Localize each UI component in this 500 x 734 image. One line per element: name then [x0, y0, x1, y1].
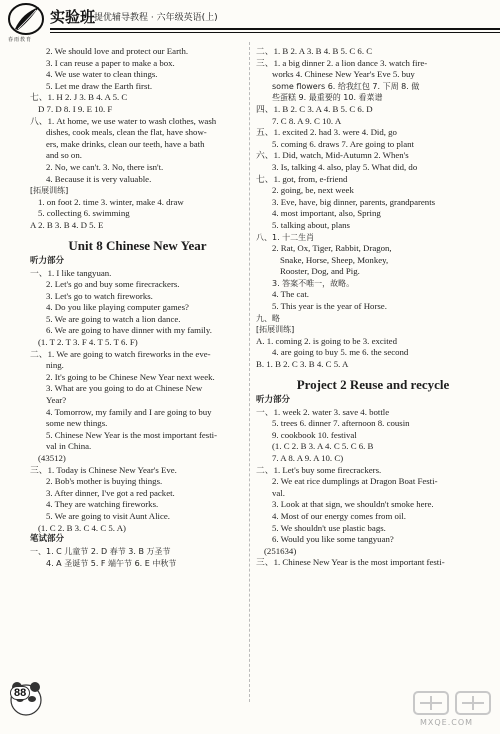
answer-line: 3. 答案不唯一，故略。 — [272, 278, 355, 288]
right-column — [256, 46, 490, 569]
answer-line: (1. C 2. B 3. C 4. C 5. A) — [38, 522, 126, 533]
answer-line: 一、1. week 2. water 3. save 4. bottle — [256, 406, 390, 417]
answer-line: 2. going, be, next week — [272, 185, 354, 196]
answer-line: 些蛋糕 9. 最重要的 10. 看菜谱 — [272, 93, 383, 103]
answer-line: Rooster, Dog, and Pig. — [280, 266, 360, 277]
brand-subtitle: 春雨教育 — [8, 37, 33, 43]
answer-line: 5. Chinese New Year is the most important festi- — [46, 429, 218, 440]
answer-line: 5. coming 6. draws 7. Are going to plant — [272, 138, 414, 149]
answer-line: 3. What are you going to do at Chinese New — [46, 383, 203, 394]
answers-unit7-end — [30, 46, 245, 232]
answer-line: 3. Eve, have, big dinner, parents, grandparents — [272, 196, 436, 207]
answer-line: 2. Rat, Ox, Tiger, Rabbit, Dragon, — [272, 243, 392, 254]
answer-line: 2. We should love and protect our Earth. — [46, 46, 189, 56]
answer-line: 六、1. Did, watch, Mid-Autumn 2. When's — [256, 150, 409, 161]
answer-line: and so on. — [46, 150, 82, 161]
answer-line: 三、1. a big dinner 2. a lion dance 3. watch fire- — [256, 57, 428, 68]
answer-line: (1. C 2. B 3. A 4. C 5. C 6. B — [272, 441, 374, 452]
page-number: 88 — [10, 686, 30, 700]
answer-line: 2. Bob's mother is buying things. — [46, 476, 163, 487]
answer-line: 2. No, we can't. 3. No, there isn't. — [46, 161, 164, 172]
answer-line: ers, make drinks, clean our teeth, have a bath — [46, 138, 205, 149]
answer-line: 4. A 圣诞节 5. F 端午节 6. E 中秋节 — [46, 558, 177, 568]
answer-line: 二、1. B 2. A 3. B 4. B 5. C 6. C — [256, 46, 373, 56]
watermark-text: MXQE.COM — [420, 718, 474, 727]
project2-title: Project 2 Reuse and recycle — [296, 376, 450, 392]
answer-line: dishes, cook meals, clean the flat, have show- — [46, 127, 207, 138]
answer-line: A. 1. coming 2. is going to be 3. excited — [256, 335, 397, 346]
unit8-title: Unit 8 Chinese New Year — [68, 237, 207, 253]
answer-line: 三、1. Chinese New Year is the most important festi- — [256, 557, 445, 568]
answer-line: 5. We are going to watch a lion dance. — [46, 313, 181, 324]
answer-line: 一、1. I like tangyuan. — [30, 267, 112, 278]
answer-line: val. — [272, 487, 285, 498]
answer-line: (251634) — [264, 545, 297, 556]
answer-line: 2. Let's go and buy some firecrackers. — [46, 279, 180, 290]
answer-line: 5. trees 6. dinner 7. afternoon 8. cousin — [272, 418, 410, 429]
answer-line: 4. We use water to clean things. — [46, 69, 158, 80]
header-rule-thick — [50, 28, 500, 30]
answer-line: 2. We eat rice dumplings at Dragon Boat Festi- — [272, 476, 438, 487]
answer-line: 4. are going to buy 5. me 6. the second — [272, 347, 409, 358]
answer-line: 2. It's going to be Chinese New Year next week. — [46, 371, 215, 382]
answer-line: [拓展训练] — [256, 325, 295, 335]
left-column — [30, 46, 245, 569]
answer-line: 4. The cat. — [272, 289, 309, 300]
column-divider — [249, 42, 250, 702]
header-rule-thin — [50, 32, 500, 33]
answers-project2-listening — [256, 407, 490, 569]
answer-line: some new things. — [46, 418, 108, 429]
answer-line: some flowers 6. 给我红包 7. 下周 8. 做 — [272, 81, 420, 91]
answer-line: 5. Let me draw the Earth first. — [46, 80, 153, 91]
feather-logo-icon — [6, 2, 46, 36]
answer-line: A 2. B 3. B 4. D 5. E — [30, 219, 104, 230]
answer-line: 5. This year is the year of Horse. — [272, 301, 387, 312]
answer-line: 7. A 8. A 9. A 10. C) — [272, 453, 344, 463]
answer-line: 6. Would you like some tangyuan? — [272, 534, 394, 545]
page-header — [0, 0, 500, 43]
answer-line: 5. talking about, plans — [272, 219, 350, 230]
answer-line: 4. Most of our energy comes from oil. — [272, 510, 406, 521]
answers-unit8-writing — [30, 546, 245, 569]
answer-line: 9. cookbook 10. festival — [272, 429, 357, 440]
answer-line: 4. Do you like playing computer games? — [46, 302, 189, 313]
answer-line: 6. We are going to have dinner with my family. — [46, 325, 212, 336]
answer-line: 九、略 — [256, 313, 280, 323]
answer-line: 一、1. C 儿童节 2. D 春节 3. B 万圣节 — [30, 547, 171, 557]
answer-line: 八、1. 十二生肖 — [256, 232, 315, 242]
answer-line: 3. Look at that sign, we shouldn't smoke here. — [272, 499, 434, 510]
answer-line: 3. Is, talking 4. also, play 5. What did, do — [272, 161, 418, 172]
answer-line: 二、1. Let's buy some firecrackers. — [256, 464, 382, 475]
answer-line: Snake, Horse, Sheep, Monkey, — [280, 254, 389, 265]
listening-section-label-2: 听力部分 — [256, 394, 291, 405]
answer-line: 5. collecting 6. swimming — [38, 208, 130, 219]
answer-line: 二、1. We are going to watch fireworks in the eve- — [30, 348, 211, 359]
answer-line: 4. They are watching fireworks. — [46, 499, 159, 510]
answer-line: 1. on foot 2. time 3. winter, make 4. draw — [38, 196, 184, 207]
answer-line: 七、1. got, from, e-friend — [256, 173, 348, 184]
book-series-title: 提优辅导教程 · 六年级英语(上) — [94, 13, 218, 23]
answer-line: [拓展训练] — [30, 186, 69, 196]
answer-line: 7. C 8. A 9. C 10. A — [272, 115, 342, 126]
answers-unit8-writing-cont — [256, 46, 490, 371]
answer-line: (1. T 2. T 3. F 4. T 5. T 6. F) — [38, 337, 138, 348]
answer-line: D 7. D 8. I 9. E 10. F — [38, 103, 113, 114]
answer-line: (43512) — [38, 453, 66, 463]
answer-line: ning. — [46, 360, 64, 371]
answer-line: 4. most important, also, Spring — [272, 208, 381, 219]
answer-line: 3. Let's go to watch fireworks. — [46, 290, 153, 301]
writing-section-label: 笔试部分 — [30, 534, 65, 545]
answer-line: 4. Tomorrow, my family and I are going to buy — [46, 406, 212, 417]
brand-title: 实验班 — [50, 8, 96, 26]
answer-line: 4. Because it is very valuable. — [46, 173, 152, 184]
answer-line: 3. I can reuse a paper to make a box. — [46, 57, 175, 68]
answer-line: Year? — [46, 395, 67, 406]
answer-line: B. 1. B 2. C 3. B 4. C 5. A — [256, 359, 349, 370]
listening-section-label: 听力部分 — [30, 255, 65, 266]
answer-line: 五、1. excited 2. had 3. were 4. Did, go — [256, 127, 397, 138]
answer-line: 5. We are going to visit Aunt Alice. — [46, 510, 170, 521]
answer-line: 八、1. At home, we use water to wash clothes, wash — [30, 115, 217, 126]
answer-line: 七、1. H 2. J 3. B 4. A 5. C — [30, 92, 128, 103]
answer-line: 5. We shouldn't use plastic bags. — [272, 522, 386, 533]
answer-line: 3. After dinner, I've got a red packet. — [46, 487, 175, 498]
answers-unit8-listening — [30, 268, 245, 535]
answer-line: val in China. — [46, 441, 92, 452]
answer-line: works 4. Chinese New Year's Eve 5. buy — [272, 69, 415, 80]
answer-line: 三、1. Today is Chinese New Year's Eve. — [30, 464, 177, 475]
answer-line: 四、1. B 2. C 3. A 4. B 5. C 6. D — [256, 103, 373, 114]
